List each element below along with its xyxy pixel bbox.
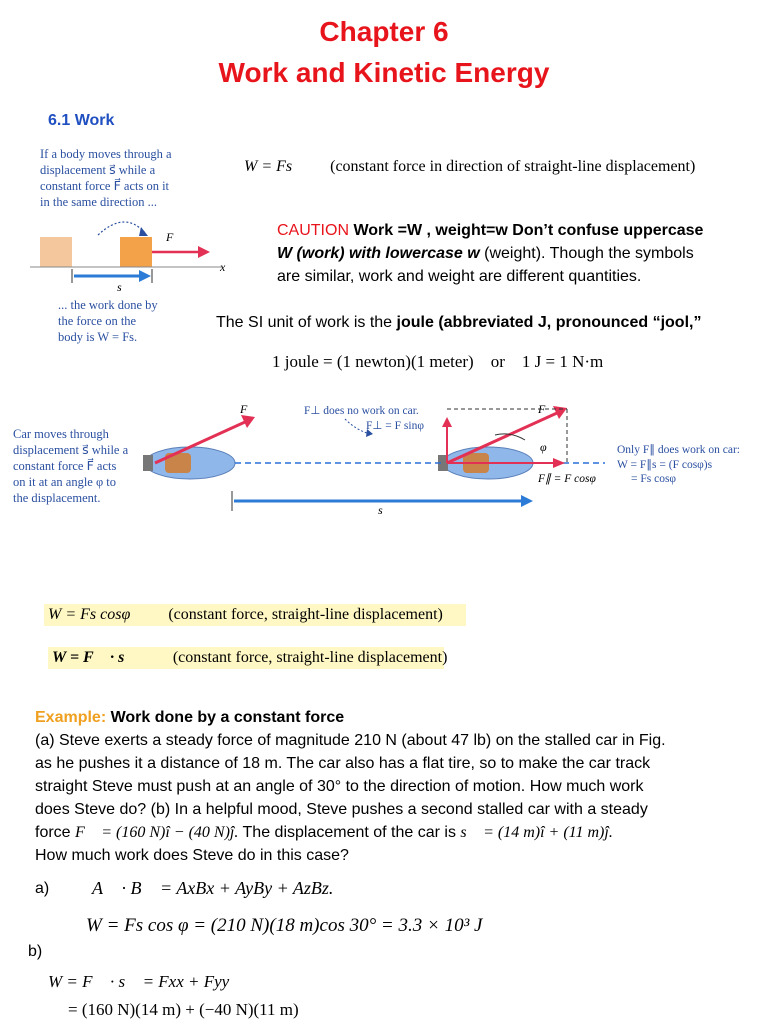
force-label: F⃗ — [166, 230, 183, 244]
displacement-label-2: s⃗ — [378, 503, 393, 517]
example-line: (a) Steve exerts a steady force of magnitude 210 N (about 47 lb) on the stalled car in Fig. — [35, 732, 666, 749]
caption-line: ... the work done by — [58, 298, 158, 312]
si-unit-text — [216, 311, 701, 334]
section-heading: 6.1 Work — [48, 112, 115, 129]
force-vector-math: F⃗ = (160 N)î − (40 N)ĵ. — [75, 824, 239, 841]
caution-text: (weight). Though the symbols — [479, 245, 694, 262]
page-title: Work and Kinetic Energy — [218, 57, 550, 88]
caption-line: displacement s⃗ while a — [13, 443, 129, 457]
si-bold: joule (abbreviated J, pronounced “jool,” — [396, 314, 702, 331]
displacement-label: s⃗ — [117, 280, 132, 294]
motion-arc — [98, 222, 145, 235]
part-b-line2: = (160 N)(14 m) + (−40 N)(11 m) — [68, 1000, 299, 1019]
example-line: How much work does Steve do in this case? — [35, 847, 349, 864]
caption-line: on it at an angle φ to — [13, 475, 117, 489]
displacement-arrowhead — [521, 495, 533, 507]
example-line: straight Steve must push at an angle of 30° to the direction of motion. How much work — [35, 778, 644, 795]
equation-formula: W = F⃗ · s⃗ — [52, 649, 137, 666]
chapter-label: Chapter 6 — [319, 16, 449, 47]
equation-note: (constant force in direction of straight-line displacement) — [330, 158, 696, 175]
caption-line: constant force F⃗ acts on it — [40, 179, 170, 193]
part-b-label: b) — [28, 943, 43, 960]
caution-text: are similar, work and weight are different quantities. — [277, 268, 642, 285]
work-dot-equation — [48, 647, 448, 669]
example-line: as he pushes it a distance of 18 m. The car also has a flat tire, so to make the car track — [35, 755, 651, 772]
caption-line: the force on the — [58, 314, 137, 328]
block-end — [120, 237, 152, 267]
example-block — [35, 706, 755, 867]
work-cos-equation — [44, 604, 466, 626]
caution-tag: CAUTION — [277, 222, 349, 239]
caption-line: body is W = Fs. — [58, 330, 138, 344]
joule-equation: 1 joule = (1 newton)(1 meter) or 1 J = 1 N·m — [272, 352, 604, 371]
work-equation — [244, 158, 695, 176]
example-tag: Example: — [35, 709, 107, 726]
x-axis-label: x — [220, 260, 226, 274]
part-b-line1: W = F⃗ · s⃗ = Fxx + Fyy — [48, 972, 230, 991]
arc-arrowhead — [139, 227, 148, 236]
caption-line: If a body moves through a — [40, 147, 172, 161]
displacement-vector-math: s⃗ = (14 m)î + (11 m)ĵ. — [460, 824, 613, 841]
caption-line: Car moves through — [13, 427, 109, 441]
part-a-result: W = Fs cos φ = (210 N)(18 m)cos 30° = 3.3 × 10³ J — [86, 915, 483, 936]
figure2-caption-left — [13, 426, 128, 506]
perp-title: F⊥ does no work on car. — [304, 405, 419, 417]
caption-line: the displacement. — [13, 491, 101, 505]
example-text: The displacement of the car is — [238, 824, 461, 841]
perp-arrowhead — [442, 417, 452, 427]
caution-text: W (work) with lowercase w — [277, 245, 480, 262]
force-label-left: F⃗ — [240, 402, 257, 416]
note-line: Only F∥ does work on car: — [617, 444, 740, 456]
right-note — [617, 443, 740, 487]
dot-product-formula: A⃗ · B⃗ = AxBx + AyBy + AzBz. — [92, 878, 334, 898]
equation-formula: W = Fs cosφ — [48, 606, 131, 623]
example-text: force — [35, 824, 76, 841]
par-label: F∥ = F cosφ — [538, 473, 596, 485]
equation-formula: W = Fs — [244, 158, 293, 175]
note-line: = Fs cosφ — [631, 473, 677, 485]
equation-note: (constant force, straight-line displacement) — [172, 649, 448, 666]
block-start — [40, 237, 72, 267]
displacement-arrowhead — [139, 270, 151, 282]
figure1-diagram — [30, 205, 240, 295]
par-arrowhead — [553, 458, 565, 468]
force-label-right: F⃗ — [538, 402, 555, 416]
phi-label: φ — [540, 440, 547, 454]
figure1-caption-top — [40, 146, 172, 210]
caption-line: displacement s⃗ while a — [40, 163, 156, 177]
perp-equation: F⊥ = F sinφ — [366, 420, 424, 432]
note-line: W = F∥s = (F cosφ)s — [617, 458, 713, 471]
figure1-caption-bottom — [58, 297, 158, 345]
example-heading: Work done by a constant force — [106, 709, 345, 726]
caution-text: Work =W , weight=w Don’t confuse uppercase — [349, 222, 704, 239]
example-line: does Steve do? (b) In a helpful mood, Steve pushes a second stalled car with a steady — [35, 801, 648, 818]
force-arrowhead — [198, 246, 210, 258]
perp-note — [304, 404, 424, 434]
caption-line: in the same direction ... — [40, 195, 157, 209]
caption-line: constant force F⃗ acts — [13, 459, 117, 473]
part-a-label: a) — [35, 880, 50, 897]
equation-note: (constant force, straight-line displacement) — [168, 606, 443, 623]
caution-note — [277, 219, 747, 288]
si-lead: The SI unit of work is the — [216, 314, 397, 331]
